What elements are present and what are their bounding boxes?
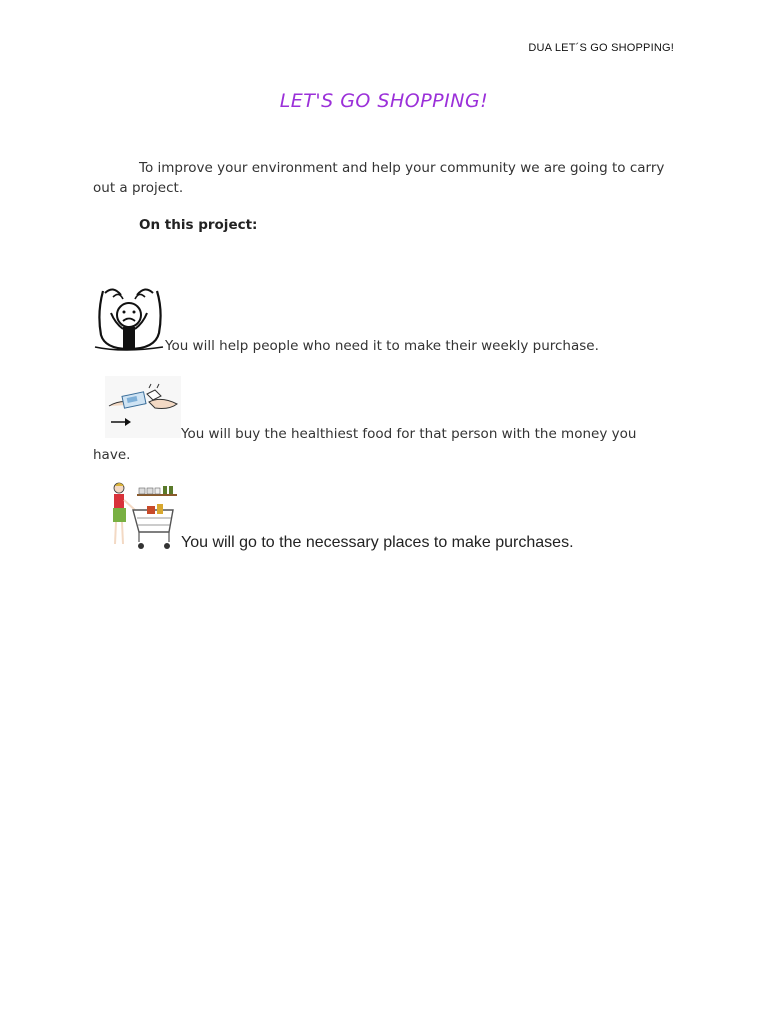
document-title: LET'S GO SHOPPING! xyxy=(279,90,489,112)
item-3-text: You will go to the necessary places to make purchases. xyxy=(181,534,574,551)
shopping-cart-icon xyxy=(107,480,181,552)
item-2-text-continued: have. xyxy=(93,447,131,463)
intro-text: To improve your environment and help your community we are going to carry out a project. xyxy=(93,160,665,196)
sad-person-icon xyxy=(93,283,165,353)
item-1-text: You will help people who need it to make their weekly purchase. xyxy=(165,338,599,354)
intro-paragraph xyxy=(93,158,678,198)
page-header: DUA LET´S GO SHOPPING! xyxy=(528,42,674,54)
money-exchange-icon xyxy=(105,376,181,438)
item-2-text: You will buy the healthiest food for that person with the money you xyxy=(181,426,637,442)
project-subheading: On this project: xyxy=(139,217,258,233)
